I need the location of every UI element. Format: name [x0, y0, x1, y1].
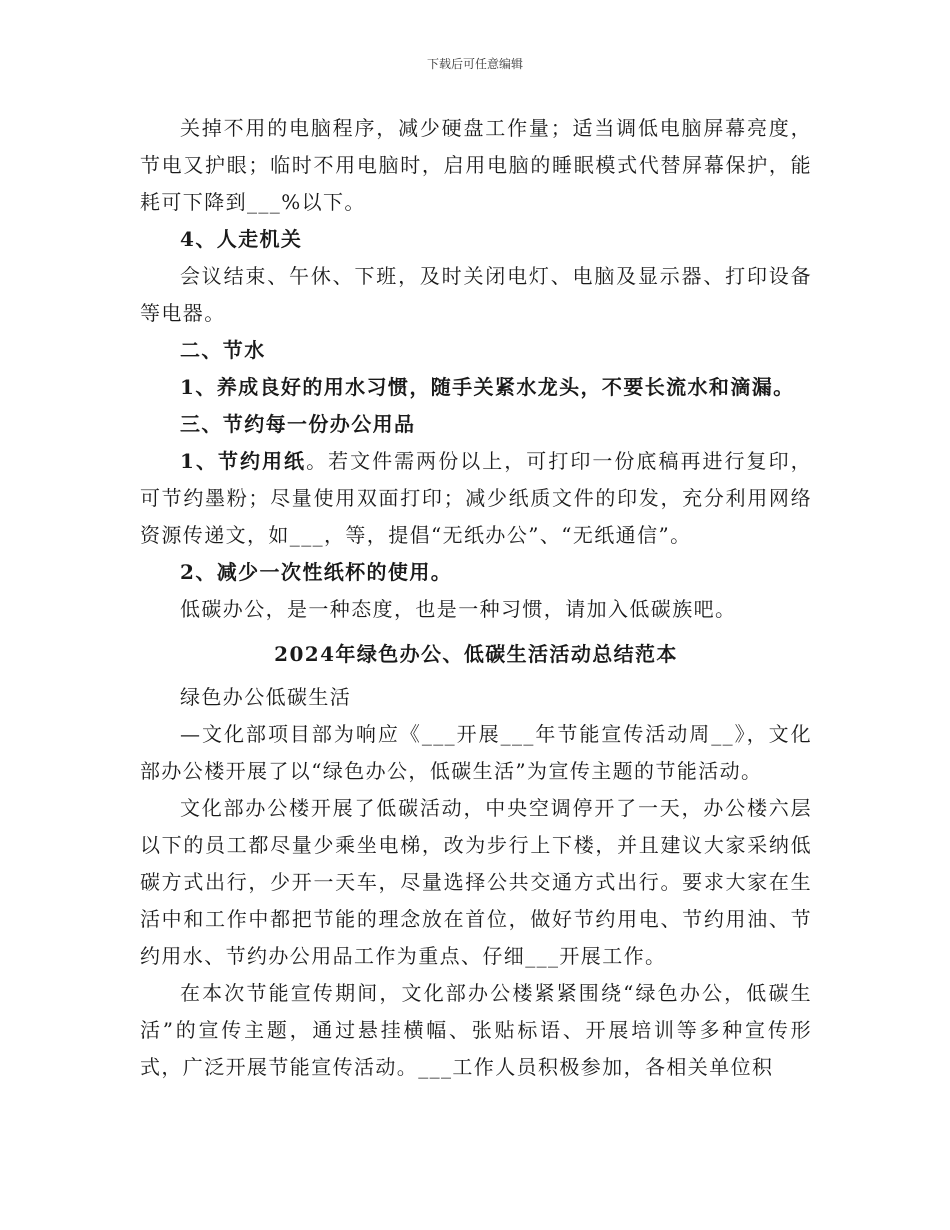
section-heading-supplies: 三、节约每一份办公用品 [180, 412, 416, 436]
paragraph-power-off: 会议结束、午休、下班，及时关闭电灯、电脑及显示器、打印设备等电器。 [140, 264, 812, 325]
save-paper-text: 。若文件需两份以上，可打印一份底稿再进行复印，可节约墨粉；尽量使用双面打印；减少纸质文件的印发，充分利用网络资源传递文，如___，等，提倡“无纸办公”、“无纸通信”。 [140, 449, 812, 547]
page-header: 下载后可任意编辑 [426, 57, 523, 71]
save-paper-label: 1、节约用纸 [180, 449, 307, 473]
section-heading-power-off: 4、人走机关 [180, 227, 303, 251]
document-title: 2024年绿色办公、低碳生活活动总结范本 [274, 642, 678, 666]
paragraph-intro: —文化部项目部为响应《___开展___年节能宣传活动周__》，文化部办公楼开展了以“绿色办公，低碳生活”为宣传主题的节能活动。 [140, 722, 812, 783]
paragraph-computer-energy: 关掉不用的电脑程序，减少硬盘工作量；适当调低电脑屏幕亮度，节电又护眼；临时不用电脑时，启用电脑的睡眠模式代替屏幕保护，能耗可下降到___%以下。 [140, 116, 812, 214]
paragraph-water-habit: 1、养成良好的用水习惯，随手关紧水龙头，不要长流水和滴漏。 [180, 375, 795, 399]
paragraph-subtitle: 绿色办公低碳生活 [180, 685, 352, 709]
document-body [140, 110, 812, 1086]
paragraph-save-paper [140, 443, 812, 554]
paragraph-promotion: 在本次节能宣传期间，文化部办公楼紧紧围绕“绿色办公，低碳生活”的宣传主题，通过悬挂横幅、张贴标语、开展培训等多种宣传形式，广泛开展节能宣传活动。___工作人员积极参加，各相关单位积 [140, 981, 812, 1079]
section-heading-water: 二、节水 [180, 338, 266, 362]
section-heading-paper-cups: 2、减少一次性纸杯的使用。 [180, 560, 453, 584]
paragraph-activities: 文化部办公楼开展了低碳活动，中央空调停开了一天，办公楼六层以下的员工都尽量少乘坐电梯，改为步行上下楼，并且建议大家采纳低碳方式出行，少开一天车，尽量选择公共交通方式出行。要求大家在生活中和工作中都把节能的理念放在首位，做好节约用电、节约用油、节约用水、节约办公用品工作为重点、仔细___开展工作。 [140, 796, 812, 968]
paragraph-low-carbon-attitude: 低碳办公，是一种态度，也是一种习惯，请加入低碳族吧。 [180, 597, 737, 621]
